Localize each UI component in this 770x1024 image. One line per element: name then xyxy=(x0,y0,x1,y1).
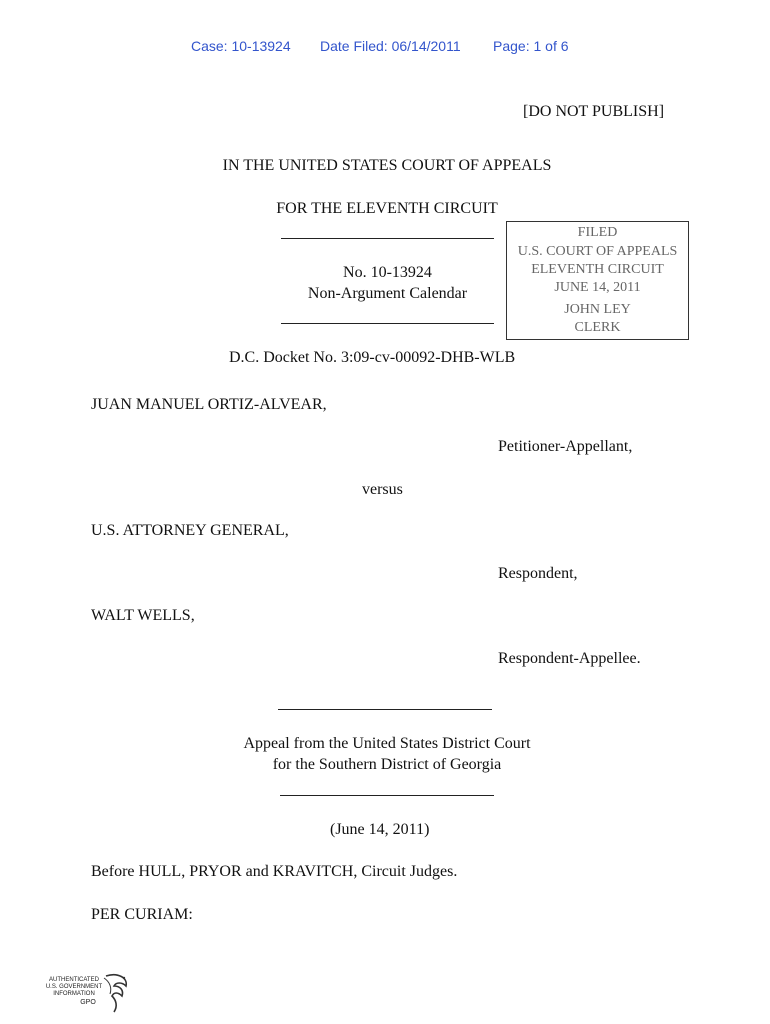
respondent-name: WALT WELLS, xyxy=(91,607,195,624)
petitioner-name: JUAN MANUEL ORTIZ-ALVEAR, xyxy=(91,396,327,413)
appeal-district: for the Southern District of Georgia xyxy=(272,756,502,773)
seal-text: INFORMATION xyxy=(53,991,95,997)
seal-text: U.S. GOVERNMENT xyxy=(45,984,103,990)
case-number: No. 10-13924 xyxy=(343,264,432,281)
appeal-origin: Appeal from the United States District Court xyxy=(243,735,531,752)
page-indicator: Page: 1 of 6 xyxy=(493,38,569,54)
filed-date: JUNE 14, 2011 xyxy=(554,280,641,295)
filed-clerk-name: JOHN LEY xyxy=(564,302,631,317)
date-filed-header: Date Filed: 06/14/2011 xyxy=(320,38,461,54)
divider-line xyxy=(278,709,492,710)
seal-text: AUTHENTICATED xyxy=(49,977,99,983)
circuit-title: FOR THE ELEVENTH CIRCUIT xyxy=(276,200,498,217)
calendar-type: Non-Argument Calendar xyxy=(307,285,468,302)
panel-judges: Before HULL, PRYOR and KRAVITCH, Circuit Judges. xyxy=(91,863,458,880)
filed-court: U.S. COURT OF APPEALS xyxy=(517,244,678,259)
seal-text: GPO xyxy=(80,999,96,1006)
divider-line xyxy=(281,238,494,239)
per-curiam-heading: PER CURIAM: xyxy=(91,906,193,923)
divider-line xyxy=(281,323,494,324)
respondent-role: Respondent, xyxy=(498,565,578,582)
case-number-header: Case: 10-13924 xyxy=(191,38,291,54)
gpo-seal xyxy=(44,972,134,1016)
respondent-name: U.S. ATTORNEY GENERAL, xyxy=(91,522,289,539)
filed-stamp xyxy=(506,221,689,340)
filed-circuit: ELEVENTH CIRCUIT xyxy=(531,262,664,277)
filed-label: FILED xyxy=(577,225,618,240)
petitioner-role: Petitioner-Appellant, xyxy=(498,438,633,455)
eagle-icon xyxy=(44,972,134,1016)
respondent-role: Respondent-Appellee. xyxy=(498,650,641,667)
divider-line xyxy=(280,795,494,796)
decision-date: (June 14, 2011) xyxy=(330,821,430,838)
versus-label: versus xyxy=(362,481,403,498)
filed-clerk-title: CLERK xyxy=(574,320,621,335)
publish-note: [DO NOT PUBLISH] xyxy=(523,103,665,120)
court-title: IN THE UNITED STATES COURT OF APPEALS xyxy=(222,157,552,174)
docket-number: D.C. Docket No. 3:09-cv-00092-DHB-WLB xyxy=(229,349,516,366)
